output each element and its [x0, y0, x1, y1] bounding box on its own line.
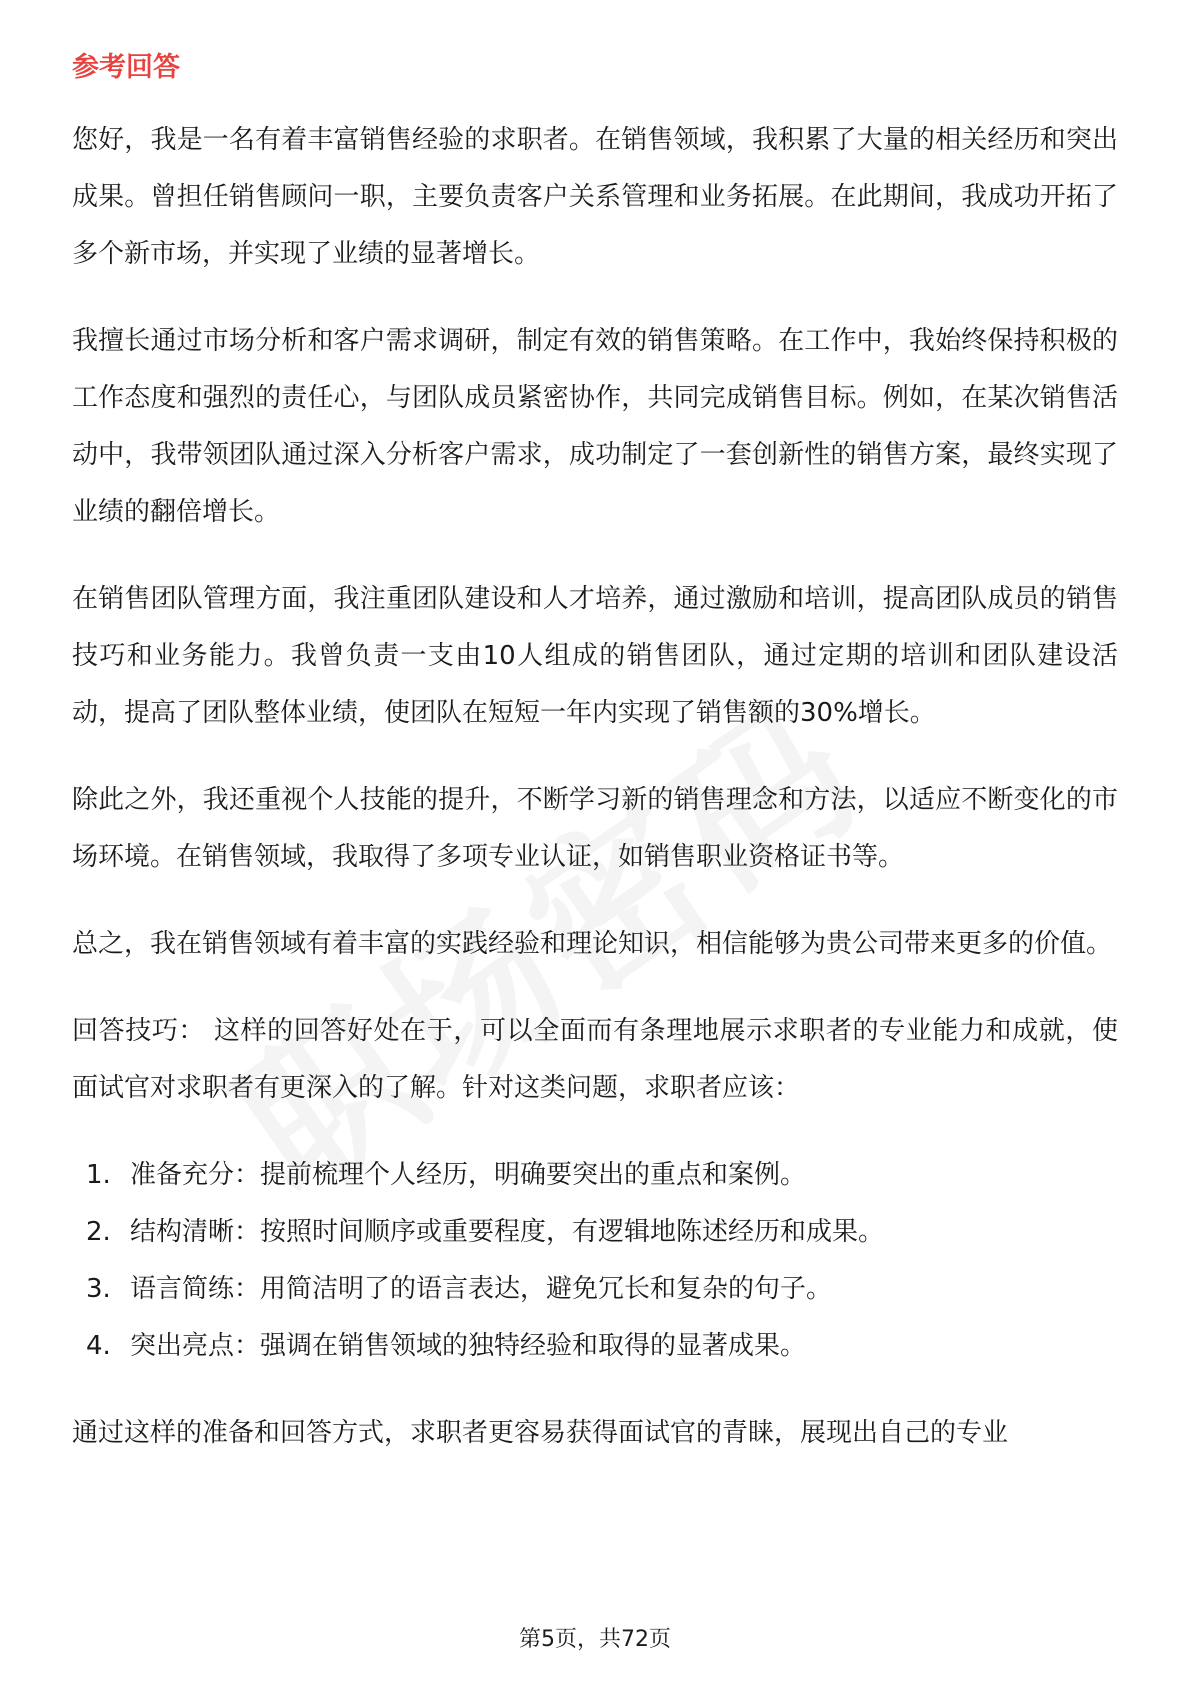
section-title: 参考回答	[72, 52, 180, 83]
list-item-number: 1.	[86, 1160, 111, 1190]
answer-paragraph-3: 在销售团队管理方面，我注重团队建设和人才培养，通过激励和培训，提高团队成员的销售技巧和业务能力。我曾负责一支由10人组成的销售团队，通过定期的培训和团队建设活动，提高了团队整体业绩，使团队在短短一年内实现了销售额的30%增长。	[72, 584, 1118, 728]
list-item	[86, 1147, 1118, 1204]
list-item-text: 语言简练：用简洁明了的语言表达，避免冗长和复杂的句子。	[130, 1274, 833, 1304]
answer-paragraph-4: 除此之外，我还重视个人技能的提升，不断学习新的销售理念和方法，以适应不断变化的市场环境。在销售领域，我取得了多项专业认证，如销售职业资格证书等。	[72, 785, 1118, 872]
page-content	[72, 48, 1118, 1492]
tips-list	[72, 1147, 1118, 1375]
list-item	[86, 1204, 1118, 1261]
list-item-number: 3.	[86, 1274, 111, 1304]
answer-paragraph-2: 我擅长通过市场分析和客户需求调研，制定有效的销售策略。在工作中，我始终保持积极的工作态度和强烈的责任心，与团队成员紧密协作，共同完成销售目标。例如，在某次销售活动中，我带领团队通过深入分析客户需求，成功制定了一套创新性的销售方案，最终实现了业绩的翻倍增长。	[72, 326, 1118, 527]
list-item-text: 突出亮点：强调在销售领域的独特经验和取得的显著成果。	[130, 1331, 807, 1361]
tips-intro: 回答技巧： 这样的回答好处在于，可以全面而有条理地展示求职者的专业能力和成就，使面试官对求职者有更深入的了解。针对这类问题，求职者应该：	[72, 1016, 1118, 1103]
answer-paragraph-5: 总之，我在销售领域有着丰富的实践经验和理论知识，相信能够为贵公司带来更多的价值。	[72, 929, 1113, 959]
list-item-number: 2.	[86, 1217, 111, 1247]
answer-paragraph-1: 您好，我是一名有着丰富销售经验的求职者。在销售领域，我积累了大量的相关经历和突出成果。曾担任销售顾问一职，主要负责客户关系管理和业务拓展。在此期间，我成功开拓了多个新市场，并实现了业绩的显著增长。	[72, 125, 1118, 269]
page-number: 第5页，共72页	[519, 1627, 671, 1652]
list-item-text: 结构清晰：按照时间顺序或重要程度，有逻辑地陈述经历和成果。	[130, 1217, 885, 1247]
list-item-number: 4.	[86, 1331, 111, 1361]
list-item-text: 准备充分：提前梳理个人经历，明确要突出的重点和案例。	[130, 1160, 807, 1190]
list-item	[86, 1261, 1118, 1318]
tips-closing: 通过这样的准备和回答方式，求职者更容易获得面试官的青睐，展现出自己的专业	[72, 1418, 1009, 1448]
list-item	[86, 1318, 1118, 1375]
